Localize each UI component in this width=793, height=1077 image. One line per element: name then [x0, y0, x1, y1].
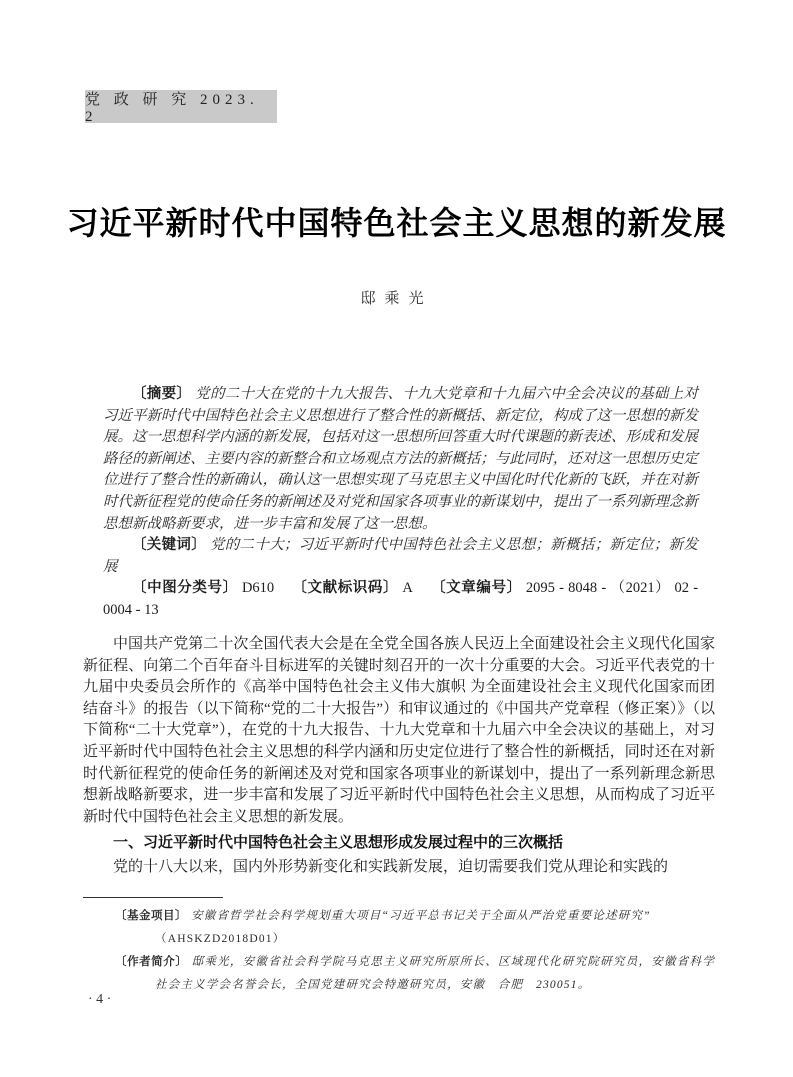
footnote-fund-project [83, 905, 715, 951]
footnote-area [83, 897, 715, 997]
fund-project-number: （AHSKZD2018D01） [155, 933, 286, 945]
footnote-author-bio [83, 951, 715, 997]
author-bio-text: 邸乘光，安徽省社会科学院马克思主义研究所原所长、区域现代化研究院研究员，安徽省科学社会主义学会名誉会长，全国党建研究会特邀研究员，安徽 合肥 230051。 [155, 956, 716, 991]
doc-code-value: A [402, 580, 413, 597]
article-title: 习近平新时代中国特色社会主义思想的新发展 [66, 205, 727, 241]
fund-project-label: 〔基金项目〕 [115, 910, 187, 922]
article-id-value: 2095 - 8048 - （2021） 02 - 0004 - 13 [103, 580, 699, 618]
section-heading-1: 一、习近平新时代中国特色社会主义思想形成发展过程中的三次概括 [113, 834, 564, 852]
abstract-label: 〔摘要〕 [132, 386, 192, 402]
author-bio-label: 〔作者简介〕 [115, 956, 188, 968]
page-number: · 4 · [88, 992, 112, 1007]
abstract-paragraph [103, 384, 698, 535]
article-author: 邸乘光 [360, 291, 433, 307]
doc-code-label: 〔文献标识码〕 [292, 580, 399, 597]
footnote-separator [83, 897, 223, 898]
journal-title: 党 政 研 究 2023. 2 [85, 91, 259, 125]
body-paragraph-2: 党的十八大以来，国内外形势新变化和实践新发展，迫切需要我们党从理论和实践的 [113, 858, 669, 875]
classification-line [103, 578, 698, 621]
fund-project-text: 安徽省哲学社会科学规划重大项目“习近平总书记关于全面从严治党重要论述研究” [191, 910, 651, 922]
clc-label: 〔中图分类号〕 [132, 580, 238, 597]
article-id-label: 〔文章编号〕 [431, 580, 522, 597]
journal-header-badge [85, 90, 277, 123]
front-matter [103, 384, 698, 622]
keywords-label: 〔关键词〕 [132, 537, 206, 554]
article-body [83, 634, 715, 879]
keywords-text: 党的二十大；习近平新时代中国特色社会主义思想；新概括；新定位；新发展 [103, 537, 699, 575]
abstract-text: 党的二十大在党的十九大报告、十九大党章和十九届六中全会决议的基础上对习近平新时代中国特色社会主义思想进行了整合性的新概括、新定位，构成了这一思想的新发展。这一思想科学内涵的新发展，包括对这一思想所回答重大时代课题的新表述、形成和发展路径的新阐述、主要内容的新整合和立场观点方法的新概括；与此同时，还对这一思想历史定位进行了整合性的新确认，确认这一思想实现了马克思主义中国化时代化新的飞跃，并在对新时代新征程党的使命任务的新阐述及对党和国家各项事业的新谋划中，提出了一系列新理念新思想新战略新要求，进一步丰富和发展了这一思想。 [103, 386, 699, 532]
keywords-paragraph [103, 535, 698, 578]
body-paragraph-1: 中国共产党第二十次全国代表大会是在全党全国各族人民迈上全面建设社会主义现代化国家新征程、向第二个百年奋斗目标进军的关键时刻召开的一次十分重要的大会。习近平代表党的十九届中央委员会所作的《高举中国特色社会主义伟大旗帜 为全面建设社会主义现代化国家而团结奋斗》的报告（以下简称“党的二十大报告”）和审议通过的《中国共产党章程（修正案）》（以下简称“二十大党章”），在党的十九大报告、十九大党章和十九届六中全会决议的基础上，对习近平新时代中国特色社会主义思想的科学内涵和历史定位进行了整合性的新概括，同时还在对新时代新征程党的使命任务的新阐述及对党和国家各项事业的新谋划中，提出了一系列新理念新思想新战略新要求，进一步丰富和发展了习近平新时代中国特色社会主义思想，从而构成了习近平新时代中国特色社会主义思想的新发展。 [83, 636, 715, 825]
clc-value: D610 [241, 580, 275, 597]
